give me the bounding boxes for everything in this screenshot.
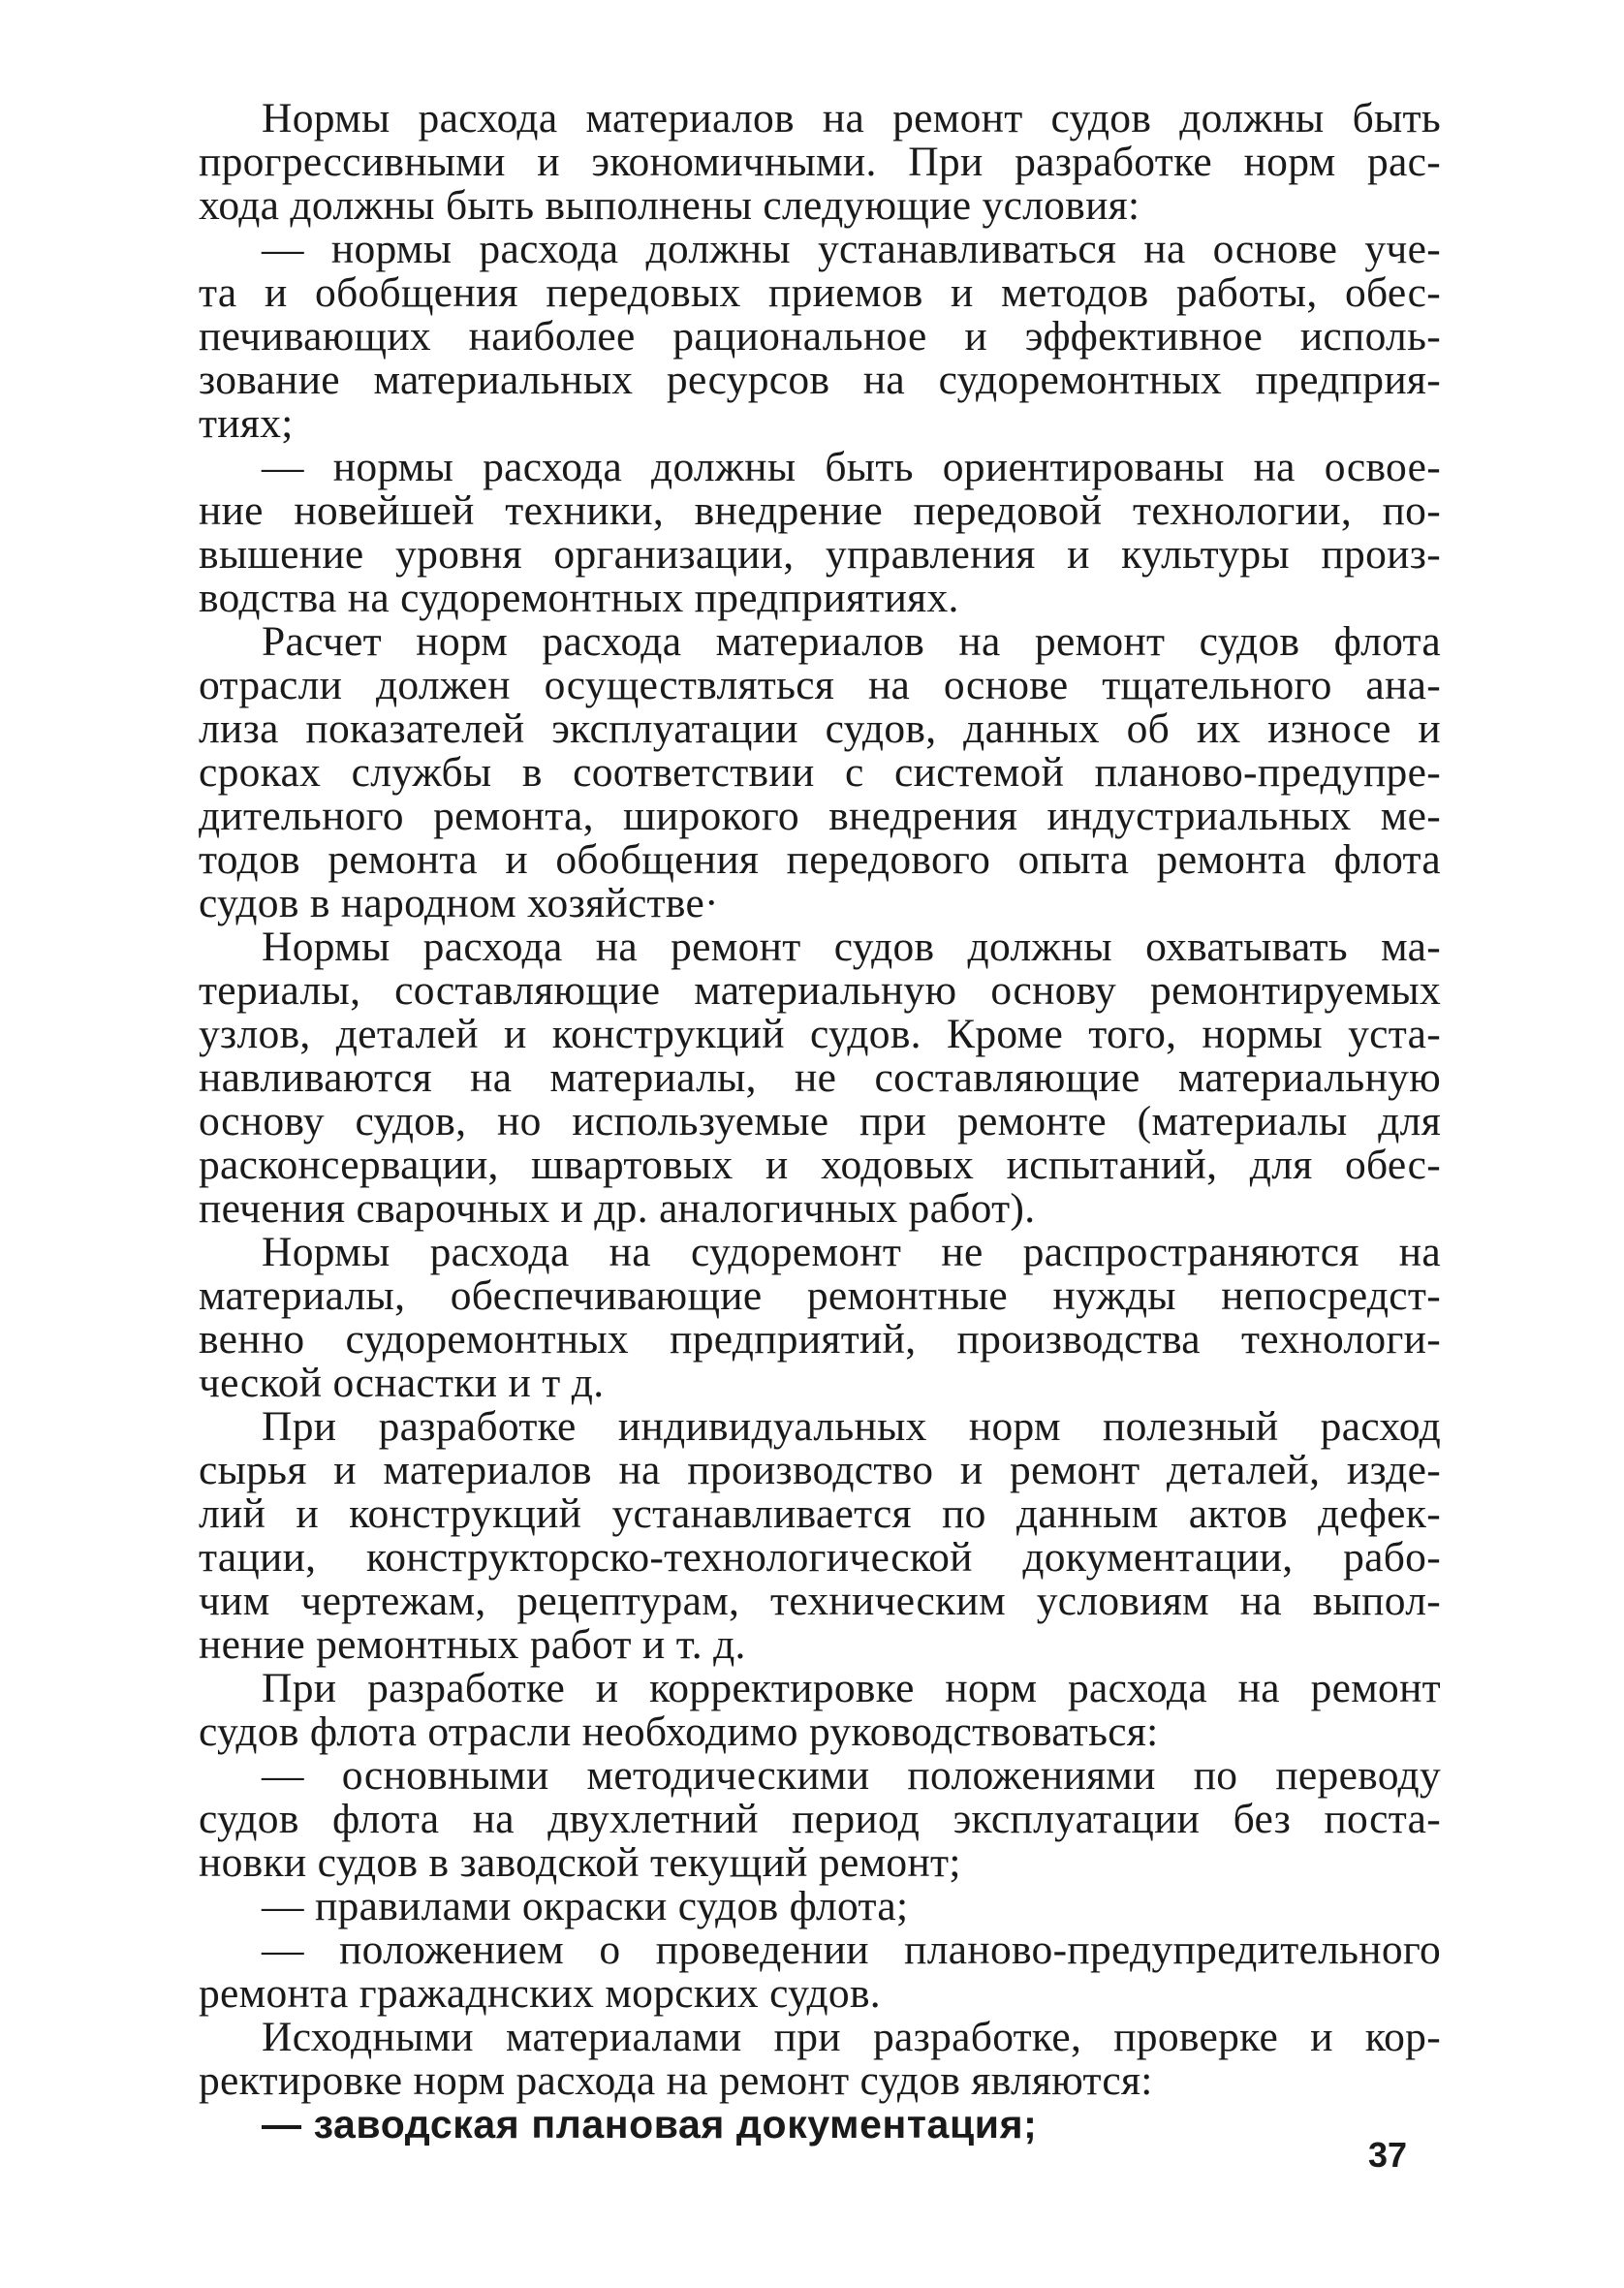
- text-line: — нормы расхода должны устанавливаться на основе уче-: [262, 226, 1441, 272]
- paragraph-6: [199, 1231, 1441, 1405]
- text-line: Исходными материалами при разработке, проверке и кор-: [262, 2014, 1441, 2060]
- text-line: прогрессивными и экономичными. При разработке норм рас-: [199, 139, 1441, 185]
- paragraph-7: [199, 1405, 1441, 1667]
- text-line: ремонта гражаднских морских судов.: [199, 1970, 881, 2017]
- text-line: Нормы расхода на судоремонт не распространяются на: [262, 1229, 1441, 1275]
- text-line: териалы, составляющие материальную основу ремонтируемых: [199, 967, 1441, 1014]
- text-line: дительного ремонта, широкого внедрения индустриальных ме-: [199, 793, 1441, 839]
- document-page: [199, 97, 1441, 2147]
- text-line: расконсервации, швартовых и ходовых испытаний, для обес-: [199, 1142, 1441, 1188]
- text-line: лиза показателей эксплуатации судов, данных об их износе и: [199, 705, 1441, 752]
- text-line: та и обобщения передовых приемов и методов работы, обес-: [199, 269, 1441, 316]
- text-line: При разработке и корректировке норм расхода на ремонт: [262, 1665, 1441, 1711]
- paragraph-2: [199, 228, 1441, 446]
- text-line: — основными методическими положениями по переводу: [262, 1752, 1441, 1799]
- paragraph-3: [199, 446, 1441, 620]
- text-line: печивающих наиболее рациональное и эффективное исполь-: [199, 313, 1441, 360]
- text-line: материалы, обеспечивающие ремонтные нужды непосредст-: [199, 1272, 1441, 1319]
- text-line: судов в народном хозяйстве·: [199, 880, 719, 926]
- text-line: новки судов в заводской текущий ремонт;: [199, 1839, 961, 1886]
- page-number: 37: [1368, 2135, 1408, 2175]
- text-line: — нормы расхода должны быть ориентированы на освое-: [262, 444, 1441, 490]
- text-line: сроках службы в соответствии с системой планово-предупре-: [199, 749, 1441, 796]
- text-line: хода должны быть выполнены следующие условия:: [199, 182, 1140, 229]
- text-line: венно судоремонтных предприятий, производства технологи-: [199, 1316, 1441, 1363]
- paragraph-4: [199, 620, 1441, 925]
- text-line: чим чертежам, рецептурам, техническим условиям на выпол-: [199, 1578, 1441, 1624]
- paragraph-12: [199, 2016, 1441, 2103]
- text-line: нение ремонтных работ и т. д.: [199, 1621, 746, 1668]
- paragraph-10: [199, 1885, 1441, 1928]
- text-line: Нормы расхода материалов на ремонт судов должны быть: [262, 95, 1441, 141]
- text-line: сырья и материалов на производство и ремонт деталей, изде-: [199, 1447, 1441, 1493]
- text-line: тации, конструкторско-технологической документации, рабо-: [199, 1534, 1441, 1581]
- text-line: лий и конструкций устанавливается по данным актов дефек-: [199, 1490, 1441, 1537]
- paragraph-5: [199, 925, 1441, 1231]
- paragraph-9: [199, 1754, 1441, 1885]
- text-line: При разработке индивидуальных норм полезный расход: [262, 1403, 1441, 1450]
- text-line: вышение уровня организации, управления и культуры произ-: [199, 531, 1441, 578]
- text-line: ректировке норм расхода на ремонт судов являются:: [199, 2057, 1153, 2104]
- text-line: судов флота на двухлетний период эксплуатации без поста-: [199, 1796, 1441, 1842]
- paragraph-11: [199, 1928, 1441, 2016]
- text-line: — заводская плановая документация;: [262, 2102, 1038, 2147]
- text-line: печения сварочных и др. аналогичных работ).: [199, 1185, 1036, 1232]
- text-line: — положением о проведении планово-предупредительного: [262, 1927, 1441, 1973]
- text-line: отрасли должен осуществляться на основе тщательного ана-: [199, 662, 1441, 708]
- text-line: зование материальных ресурсов на судоремонтных предприя-: [199, 357, 1441, 403]
- paragraph-13: [199, 2103, 1441, 2147]
- text-line: узлов, деталей и конструкций судов. Кроме того, нормы уста-: [199, 1011, 1441, 1057]
- text-line: навливаются на материалы, не составляющие материальную: [199, 1054, 1441, 1101]
- paragraph-8: [199, 1667, 1441, 1754]
- text-line: ческой оснастки и т д.: [199, 1360, 605, 1406]
- text-line: основу судов, но используемые при ремонте (материалы для: [199, 1098, 1441, 1144]
- text-line: судов флота отрасли необходимо руководствоваться:: [199, 1708, 1159, 1755]
- text-line: Расчет норм расхода материалов на ремонт судов флота: [262, 618, 1441, 665]
- text-line: ние новейшей техники, внедрение передовой технологии, по-: [199, 487, 1441, 534]
- paragraph-1: [199, 97, 1441, 228]
- text-line: — правилами окраски судов флота;: [262, 1883, 909, 1929]
- text-line: Нормы расхода на ремонт судов должны охватывать ма-: [262, 924, 1441, 970]
- text-line: водства на судоремонтных предприятиях.: [199, 575, 959, 621]
- text-line: тиях;: [199, 400, 294, 447]
- text-line: тодов ремонта и обобщения передового опыта ремонта флота: [199, 836, 1441, 883]
